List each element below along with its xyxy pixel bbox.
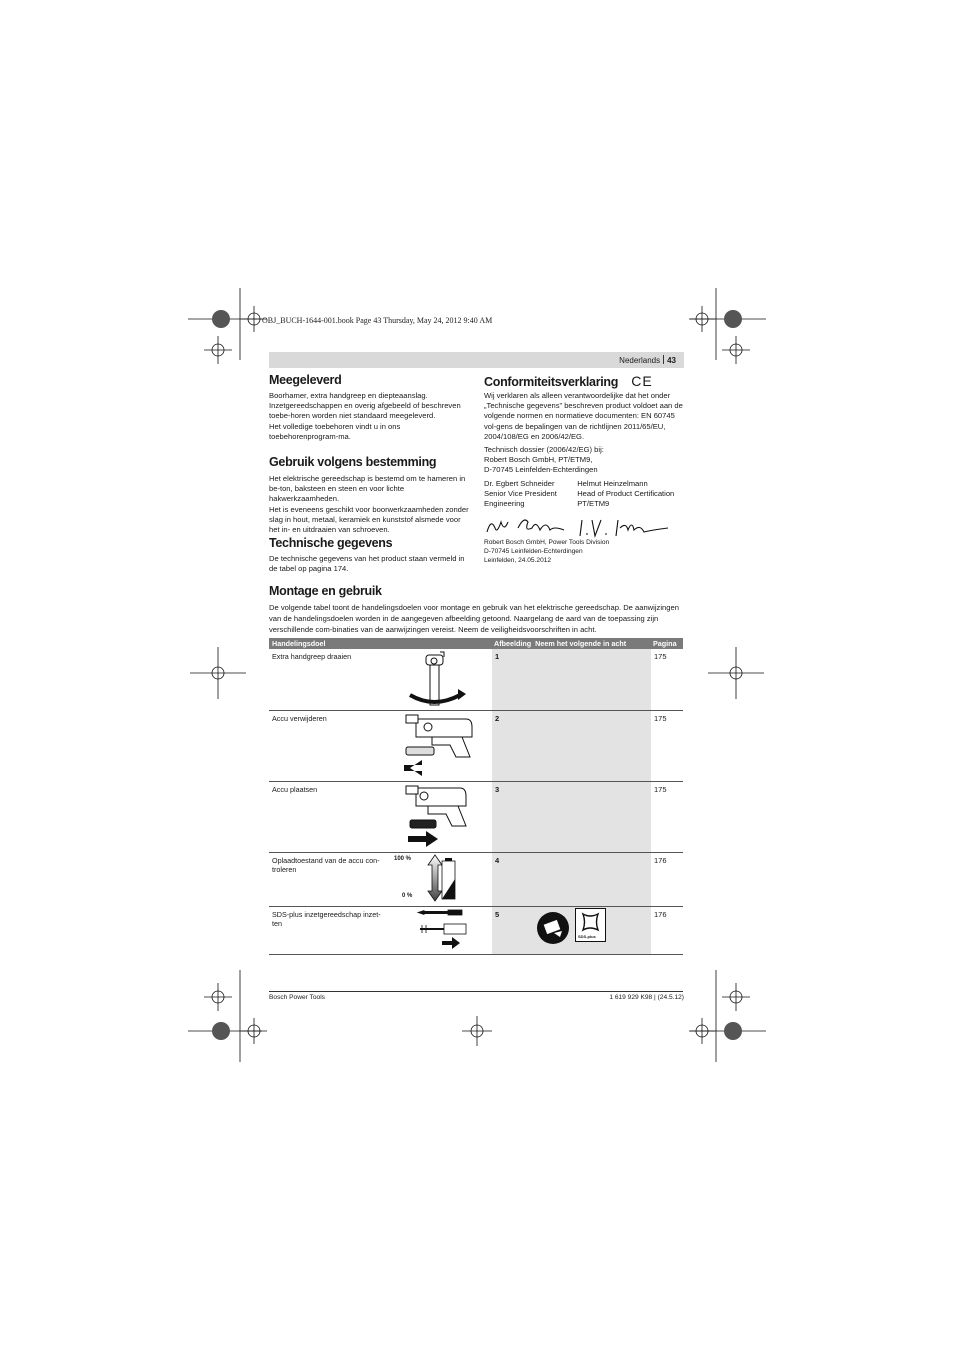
technische-p1: De technische gegevens van het product staan vermeld in de tabel op pagina 174. [269, 554, 465, 574]
meegeleverd-body [269, 391, 469, 442]
row-icon-cell [392, 711, 492, 781]
sds-plus-label: SDS-plus [578, 934, 596, 939]
row-icon-cell [392, 649, 492, 710]
signatory-left-dept: Engineering [484, 499, 525, 509]
conformiteit-p1: Wij verklaren als alleen verantwoordelijke dat het onder „Technische gegevens” beschreven product voldoet aan de volgende normen en normatieve documenten: EN 60745 vol-gens de bepalingen van de richtlijnen 2011/65/EU, 2004/108/EG en 2006/42/EG. [484, 391, 683, 441]
technische-body [269, 554, 469, 574]
table-row [269, 711, 683, 782]
meegeleverd-p2: Inzetgereedschappen en overig afgebeeld of beschreven toebe-horen worden niet standaard meegeleverd. [269, 401, 461, 421]
dossier-line3: D-70745 Leinfelden-Echterdingen [484, 465, 598, 475]
row-doel: Accu plaatsen [272, 785, 318, 794]
footer-left: Bosch Power Tools [269, 994, 325, 1001]
header-afbeelding [492, 639, 650, 648]
header-handelingsdoel: Handelingsdoel [272, 639, 326, 648]
ce-mark: CE [631, 373, 653, 389]
footer-right: 1 619 929 K98 | (24.5.12) [609, 994, 684, 1001]
montage-heading: Montage en gebruik [269, 584, 382, 598]
signatories [484, 479, 684, 510]
row-afbeelding: 4 [492, 853, 651, 906]
gebruik-p1: Het elektrische gereedschap is bestemd om te hameren in be-ton, baksteen en steen en voor lichte hakwerkzaamheden. [269, 474, 466, 504]
rotate-handle-icon [392, 649, 492, 709]
signatory-right-role: Head of Product Certification [577, 488, 675, 498]
addr-line1: Robert Bosch GmbH, Power Tools Division [484, 539, 610, 546]
battery-insert-icon [392, 782, 492, 852]
sds-bit-icon [392, 907, 492, 954]
table-header [269, 638, 683, 649]
gebruik-heading: Gebruik volgens bestemming [269, 455, 437, 469]
row-pagina: 175 [654, 714, 667, 723]
signatures-image [484, 512, 684, 540]
meegeleverd-heading: Meegeleverd [269, 373, 342, 387]
signatory-left [484, 479, 577, 510]
row-icon-cell [392, 907, 492, 954]
row-afbeelding: 2 [492, 711, 651, 781]
row-doel: Extra handgreep draaien [272, 652, 352, 661]
row-doel: SDS-plus inzetgereedschap inzet-ten [272, 910, 381, 929]
footer-divider [269, 991, 683, 992]
book-info-line: OBJ_BUCH-1644-001.book Page 43 Thursday, May 24, 2012 9:40 AM [262, 316, 493, 325]
row-doel: Oplaadtoestand van de accu con-troleren [272, 856, 380, 875]
signatory-left-name: Dr. Egbert Schneider [484, 478, 555, 488]
page-header-label [619, 355, 676, 365]
row-afbeelding-number: 5 [495, 910, 500, 919]
battery-remove-icon [392, 711, 492, 781]
row-icon-cell [392, 853, 492, 906]
header-acht-label: Neem het volgende in acht [535, 639, 627, 648]
table-row [269, 649, 683, 711]
header-language: Nederlands [619, 356, 661, 365]
header-afbeelding-label: Afbeelding [494, 639, 532, 648]
addr-line3: Leinfelden, 24.05.2012 [484, 556, 552, 564]
page-header-band [269, 352, 684, 368]
row-icon-cell [392, 782, 492, 852]
row-afbeelding [492, 907, 651, 954]
charge-0-label: 0 % [402, 893, 413, 899]
conformiteit-heading [484, 373, 684, 389]
signature-address [484, 539, 684, 565]
row-doel: Accu verwijderen [272, 714, 327, 723]
row-afbeelding: 1 [492, 649, 651, 710]
charge-100-label: 100 % [394, 856, 412, 862]
signatory-left-role: Senior Vice President [484, 488, 557, 498]
conformiteit-body [484, 391, 684, 509]
header-pagina: Pagina [653, 639, 677, 648]
table-row [269, 782, 683, 853]
page-number: 43 [667, 356, 676, 365]
addr-line2: D-70745 Leinfelden-Echterdingen [484, 547, 583, 555]
handelingsdoel-table [269, 638, 683, 955]
row-pagina: 175 [654, 785, 667, 794]
dossier-line1: Technisch dossier (2006/42/EG) bij: [484, 445, 604, 455]
signatory-right [577, 479, 684, 510]
table-row [269, 853, 683, 907]
row-afbeelding: 3 [492, 782, 651, 852]
meegeleverd-p1: Boorhamer, extra handgreep en diepteaanslag. [269, 391, 428, 400]
dossier-line2: Robert Bosch GmbH, PT/ETM9, [484, 455, 593, 465]
signatory-right-name: Helmut Heinzelmann [577, 478, 648, 488]
gebruik-body [269, 474, 469, 535]
grease-icon [536, 911, 572, 945]
montage-intro: De volgende tabel toont de handelingsdoelen voor montage en gebruik van het elektrische gereedschap. De aanwijzingen van de handelingsdoelen worden in de aangegeven afbeelding getoond. Naargelang de aard van de toepassing zijn verschillende com-binaties van de aanwijzingen vereist. Neem de veiligheidsvoorschriften in acht. [269, 603, 679, 634]
row-pagina: 175 [654, 652, 667, 661]
signatory-right-dept: PT/ETM9 [577, 499, 610, 509]
table-row [269, 907, 683, 955]
gebruik-p2: Het is eveneens geschikt voor boorwerkzaamheden zonder slag in hout, metaal, keramiek en kunststof alsmede voor het in- en uitdraaien van schroeven. [269, 504, 469, 535]
meegeleverd-p3: Het volledige toebehoren vindt u in ons toebehorenprogram-ma. [269, 421, 401, 441]
row-pagina: 176 [654, 856, 667, 865]
row-pagina: 176 [654, 910, 667, 919]
conformiteit-title: Conformiteitsverklaring [484, 375, 619, 389]
technische-heading: Technische gegevens [269, 536, 393, 550]
